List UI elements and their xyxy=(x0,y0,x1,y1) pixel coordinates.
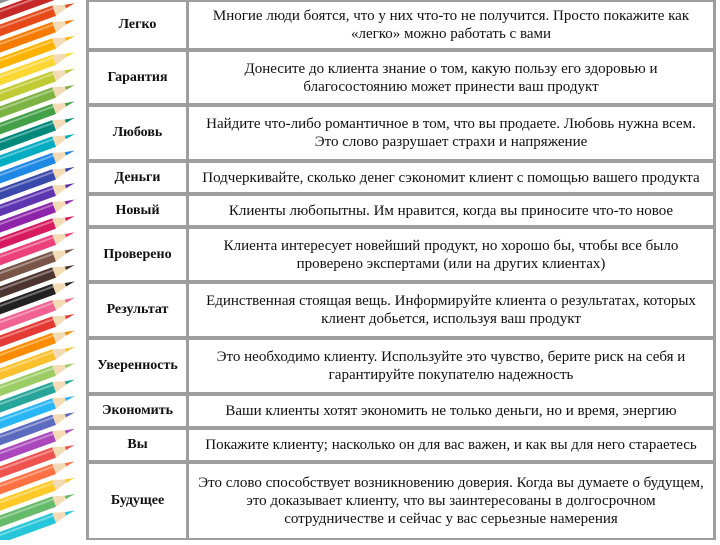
description-cell: Это слово способствует возникновению доверия. Когда вы думаете о будущем, это доказывает клиенту, что вы заинтересованы в долгосрочном сотрудничестве и сейчас у вас серьезные намерения xyxy=(189,464,713,538)
description-cell: Покажите клиенту; насколько он для вас важен, и как вы для него стараетесь xyxy=(189,430,713,460)
keyword-cell: Вы xyxy=(89,430,186,460)
table-row xyxy=(86,227,716,282)
description-cell: Единственная стоящая вещь. Информируйте клиента о результатах, которых клиент добьется, используя ваш продукт xyxy=(189,284,713,336)
keyword-cell: Экономить xyxy=(89,396,186,426)
description-cell: Найдите что-либо романтичное в том, что вы продаете. Любовь нужна всем. Это слово разрушает страхи и напряжение xyxy=(189,107,713,159)
table-row xyxy=(86,338,716,394)
description-cell: Клиенты любопытны. Им нравится, когда вы приносите что-то новое xyxy=(189,196,713,225)
keyword-cell: Легко xyxy=(89,2,186,48)
table-row xyxy=(86,0,716,50)
keyword-cell: Проверено xyxy=(89,229,186,280)
keyword-cell: Деньги xyxy=(89,163,186,192)
keyword-cell: Будущее xyxy=(89,464,186,538)
table-row xyxy=(86,50,716,105)
keyword-cell: Результат xyxy=(89,284,186,336)
description-cell: Многие люди боятся, что у них что-то не получится. Просто покажите как «легко» можно работать с вами xyxy=(189,2,713,48)
table-row xyxy=(86,428,716,462)
keyword-cell: Любовь xyxy=(89,107,186,159)
table-row xyxy=(86,194,716,227)
description-cell: Донесите до клиента знание о том, какую пользу его здоровью и благосостоянию может принести ваш продукт xyxy=(189,52,713,103)
keyword-cell: Уверенность xyxy=(89,340,186,392)
table-row xyxy=(86,105,716,161)
pencils-decoration xyxy=(0,0,84,540)
table-row xyxy=(86,161,716,194)
description-cell: Клиента интересует новейший продукт, но хорошо бы, чтобы все было проверено экспертами (или на других клиентах) xyxy=(189,229,713,280)
table-row xyxy=(86,282,716,338)
description-cell: Ваши клиенты хотят экономить не только деньги, но и время, энергию xyxy=(189,396,713,426)
pencils-illustration xyxy=(0,0,84,540)
keyword-cell: Гарантия xyxy=(89,52,186,103)
description-cell: Это необходимо клиенту. Используйте это чувство, берите риск на себя и гарантируйте покупателю надежность xyxy=(189,340,713,392)
keyword-cell: Новый xyxy=(89,196,186,225)
table-row xyxy=(86,462,716,540)
table-row xyxy=(86,394,716,428)
description-cell: Подчеркивайте, сколько денег сэкономит клиент с помощью вашего продукта xyxy=(189,163,713,192)
words-table xyxy=(86,0,716,540)
